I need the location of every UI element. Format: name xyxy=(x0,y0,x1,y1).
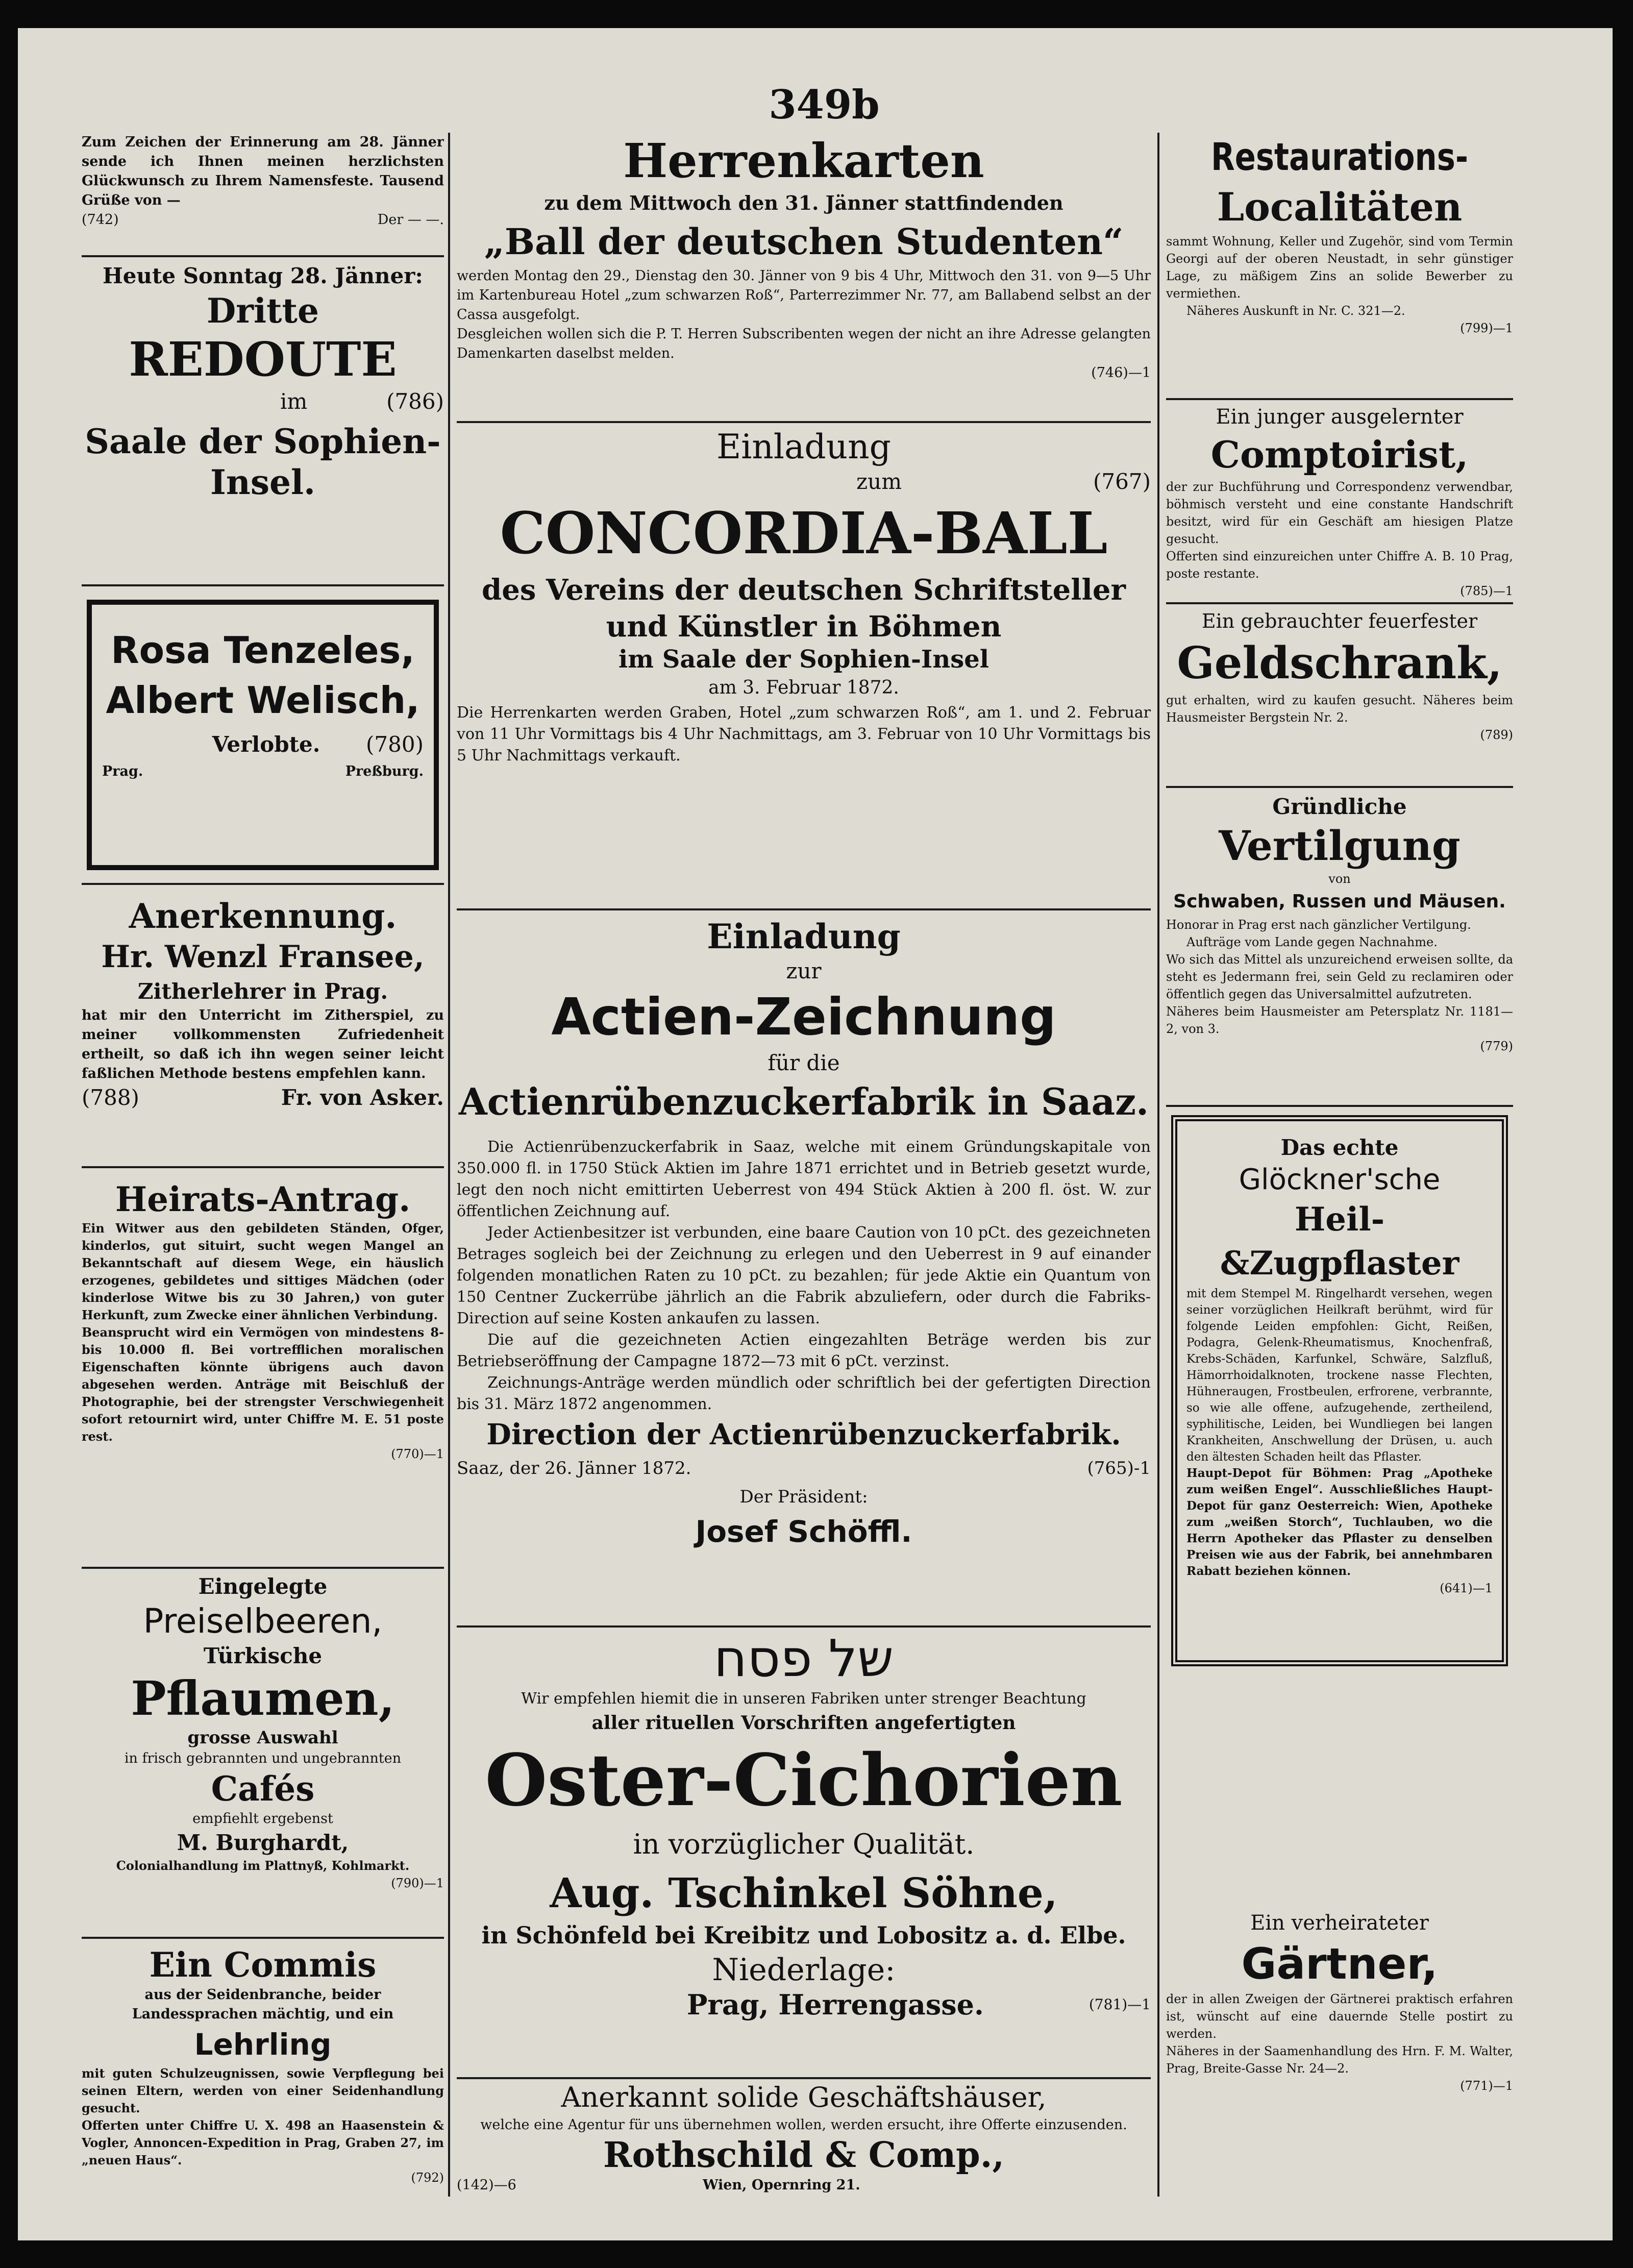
ad-address: Prag, Herrengasse. xyxy=(686,1988,984,2021)
ad-number: (789) xyxy=(1480,728,1513,742)
ad-text: für die xyxy=(768,1050,840,1075)
ad-text: Der Präsident: xyxy=(739,1487,868,1507)
ad-text: Offerten sind einzureichen unter Chiffre A. B. 10 Prag, poste restante. xyxy=(1166,549,1513,581)
ad-number: (792) xyxy=(411,2171,444,2185)
ad-title: Gärtner, xyxy=(1241,1939,1438,1989)
ad-headline: Anerkennung. xyxy=(129,896,397,936)
ad-text: Beansprucht wird ein Vermögen von mindestens 8- bis 10.000 fl. Bei vortrefflichen moralischen Eigenschaften könnte übrigens auch davon abgesehen werden. Anträge mit Beischluß der Photographie, bei der strengster Verschwiegenheit sofort retournirt wird, unter Chiffre M. E. 51 poste rest. xyxy=(82,1325,444,1444)
ad-engagement xyxy=(82,587,444,885)
ad-text: Wir empfehlen hiemit die in unseren Fabriken unter strenger Beachtung xyxy=(521,1690,1086,1708)
ad-number: (765)-1 xyxy=(1087,1458,1151,1478)
ad-signature: Fr. von Asker. xyxy=(281,1085,444,1110)
ad-number: (767) xyxy=(1093,469,1151,494)
ad-text: grosse Auswahl xyxy=(187,1728,338,1748)
ad-number: (790)—1 xyxy=(391,1876,444,1890)
ad-greeting xyxy=(82,133,444,257)
ad-text: Türkische xyxy=(203,1643,323,1668)
ad-number: (771)—1 xyxy=(1460,2079,1513,2093)
ad-title: Actien-Zeichnung xyxy=(551,987,1056,1047)
ad-text: aller rituellen Vorschriften angefertigten xyxy=(591,1712,1016,1734)
ad-text: Die Herrenkarten werden Graben, Hotel „zum schwarzen Roß“, am 1. und 2. Februar von 11 Uhr Vormittags bis 4 Uhr Nachmittags, am 3. Februar von 10 Uhr Vormittags bis 5 Uhr Nachmittags verkauft. xyxy=(457,704,1151,765)
ad-number: (142)—6 xyxy=(457,2177,516,2193)
ad-subtitle: im Saale der Sophien-Insel xyxy=(618,645,989,674)
ad-text: Näheres beim Hausmeister am Petersplatz Nr. 1181—2, von 3. xyxy=(1166,1004,1513,1036)
ad-title: Geldschrank, xyxy=(1177,637,1502,689)
ad-text: von xyxy=(1328,872,1351,886)
ad-subtitle: Schwaben, Russen und Mäusen. xyxy=(1173,891,1506,912)
ad-text: mit dem Stempel M. Ringelhardt versehen, wegen seiner vorzüglichen Heilkraft berühmt, wird für folgende Leiden empfohlen: Gicht, Reißen, Podagra, Gelenk-Rheumatismus, Knochenfraß, Krebs-Schäden, Karfunkel, Schwäre, Salzfluß, Hämorrhoidalknoten, trockene nasse Flechten, Hühneraugen, Frostbeulen, erfrorene, verbrannte, so wie alle offene, aufzugehende, zertheilend, syphilitische, Leiden, bei Wundliegen bei langen Krankheiten, Anschwellung der Drüsen, u. auch den ältesten Schaden heilt das Pflaster. xyxy=(1186,1287,1493,1464)
ad-title: Oster-Cichorien xyxy=(485,1739,1123,1822)
ad-text: Näheres in der Saamenhandlung des Hrn. F. M. Walter, Prag, Breite-Gasse Nr. 24—2. xyxy=(1166,2044,1513,2076)
ad-date: Saaz, der 26. Jänner 1872. xyxy=(457,1458,691,1478)
ad-title: Preiselbeeren, xyxy=(143,1601,383,1641)
ad-plaster xyxy=(1166,1115,1513,1671)
ad-text: Colonialhandlung im Plattnyß, Kohlmarkt. xyxy=(116,1858,410,1873)
ad-passover-chicory xyxy=(457,1628,1151,2079)
ad-restaurant xyxy=(1166,133,1513,400)
ad-headline: Ein verheirateter xyxy=(1250,1911,1429,1935)
ad-pest-control xyxy=(1166,788,1513,1107)
ad-text: zu dem Mittwoch den 31. Jänner stattfindenden xyxy=(544,191,1063,214)
ad-text: in Schönfeld bei Kreibitz und Lobositz a. d. Elbe. xyxy=(481,1921,1126,1949)
ad-text: am 3. Februar 1872. xyxy=(708,677,899,698)
ad-title: Cafés xyxy=(211,1769,315,1809)
ad-name: Rothschild & Comp., xyxy=(603,2135,1005,2176)
ad-text: aus der Seidenbranche, beider Landessprachen mächtig, und ein xyxy=(132,1987,394,2022)
ad-text: Näheres Auskunft in Nr. C. 321—2. xyxy=(1186,304,1405,318)
column-right xyxy=(1166,133,1513,2197)
ad-text: Haupt-Depot für Böhmen: Prag „Apotheke zum weißen Engel“. Ausschließliches Haupt-Depot für ganz Oesterreich: Wien, Apotheke zum „weißen Storch“, Tuchlauben, wo die Herrn Apotheker das Pflaster zu denselben Preisen wie aus der Fabrik, bei annehmbaren Rabatt beziehen können. xyxy=(1186,1466,1493,1578)
ad-name: M. Burghardt, xyxy=(177,1830,349,1855)
ad-text: zur xyxy=(786,958,822,983)
ad-acknowledgement xyxy=(82,885,444,1168)
ad-subtitle: des Vereins der deutschen Schriftsteller und Künstler in Böhmen xyxy=(482,573,1126,644)
ad-headline: Eingelegte xyxy=(198,1574,328,1599)
ad-marriage-proposal xyxy=(82,1169,444,1569)
ad-text: in vorzüglicher Qualität. xyxy=(633,1828,975,1860)
ad-text: Verlobte. xyxy=(212,732,320,757)
ad-text: welche eine Agentur für uns übernehmen wollen, werden ersucht, ihre Offerte einzusenden. xyxy=(480,2117,1127,2133)
ad-title: Pflaumen, xyxy=(131,1671,395,1726)
ad-number: (788) xyxy=(82,1085,139,1110)
column-rule xyxy=(448,133,450,2197)
ad-clerk xyxy=(1166,401,1513,604)
ad-headline: Restaurations- xyxy=(1210,135,1469,179)
ad-text: werden Montag den 29., Dienstag den 30. Jänner von 9 bis 4 Uhr, Mittwoch den 31. von 9—5 Uhr im Kartenbureau Hotel „zum schwarzen Roß“, Parterrezimmer Nr. 77, am Ballabend selbst an der Cassa ausgefolgt. xyxy=(457,268,1151,323)
ad-title: Heil-&Zugpflaster xyxy=(1220,1200,1459,1283)
ad-text: der in allen Zweigen der Gärtnerei praktisch erfahren ist, wünscht auf eine dauernde Stelle postirt zu werden. xyxy=(1166,1992,1513,2041)
ad-number: (780) xyxy=(366,732,424,757)
ad-text: Prag. xyxy=(102,763,143,779)
ad-share-subscription xyxy=(457,911,1151,1628)
ad-text: im xyxy=(280,389,308,414)
ad-commis xyxy=(82,1939,444,2197)
ad-headline: Dritte xyxy=(206,291,319,331)
ad-redoute xyxy=(82,258,444,586)
ad-text: Preßburg. xyxy=(345,763,424,779)
ad-address: Wien, Opernring 21. xyxy=(703,2177,860,2193)
ad-headline: Heirats-Antrag. xyxy=(115,1179,411,1219)
ad-number: (641)—1 xyxy=(1440,1581,1493,1595)
column-center xyxy=(457,133,1151,2197)
ad-text: Zeichnungs-Anträge werden mündlich oder schriftlich bei der gefertigten Direction bis 31. März 1872 angenommen. xyxy=(457,1374,1151,1413)
ad-number: (781)—1 xyxy=(1088,1996,1151,2013)
ad-title: CONCORDIA-BALL xyxy=(500,500,1108,567)
ad-text: Wo sich das Mittel als unzureichend erweisen sollte, da steht es Jedermann frei, sein Geld zu reclamiren oder öffentlich gegen das Universalmittel aufzutreten. xyxy=(1166,952,1513,1001)
ad-agency xyxy=(457,2080,1151,2197)
ad-name: Aug. Tschinkel Söhne, xyxy=(550,1869,1058,1917)
ad-title: Lehrling xyxy=(194,2027,332,2062)
ad-text: Aufträge vom Lande gegen Nachnahme. xyxy=(1186,935,1438,949)
ad-title: „Ball der deutschen Studenten“ xyxy=(484,220,1124,263)
ad-title: Glöckner'sche xyxy=(1239,1163,1441,1196)
ad-text: empfiehlt ergebenst xyxy=(192,1811,333,1827)
ad-gardener xyxy=(1166,1694,1513,2197)
ad-text: Desgleichen wollen sich die P. T. Herren Subscribenten wegen der nicht an ihre Adresse gelangten Damenkarten daselbst melden. xyxy=(457,326,1151,361)
ad-text: zum xyxy=(856,469,902,494)
ad-name: Rosa Tenzeles, xyxy=(111,629,415,672)
ad-hebrew-title: של פסח xyxy=(713,1629,894,1688)
ad-title: Hr. Wenzl Fransee, xyxy=(101,939,425,975)
ad-title: REDOUTE xyxy=(129,332,397,387)
ad-name: Albert Welisch, xyxy=(106,679,420,722)
ad-number: (785)—1 xyxy=(1460,584,1513,598)
ad-number: (746)—1 xyxy=(1091,365,1151,381)
ad-text: sammt Wohnung, Keller und Zugehör, sind vom Termin Georgi auf der oberen Neustadt, in sehr günstiger Lage, zu mäßigem Zins an solide Bewerber zu vermiethen. xyxy=(1166,234,1513,301)
ad-signature: Der — —. xyxy=(377,212,444,228)
ad-headline: Ein Commis xyxy=(149,1945,377,1985)
ad-subtitle: Saale der Sophien-Insel. xyxy=(85,422,441,502)
ad-text: hat mir den Unterricht im Zitherspiel, zu meiner vollkommensten Zufriedenheit ertheilt, so daß ich ihn wegen seiner leicht faßlichen Methode bestens empfehlen kann. xyxy=(82,1007,444,1081)
ad-text: Zum Zeichen der Erinnerung am 28. Jänner sende ich Ihnen meinen herzlichsten Glückwunsch zu Ihrem Namensfeste. Tausend Grüße von — xyxy=(82,134,444,208)
ad-headline: Ein gebrauchter feuerfester xyxy=(1201,610,1478,632)
ad-student-ball xyxy=(457,133,1151,423)
column-left xyxy=(82,133,444,2197)
ad-text: gut erhalten, wird zu kaufen gesucht. Näheres beim Hausmeister Bergstein Nr. 2. xyxy=(1166,693,1513,725)
ad-title: Localitäten xyxy=(1217,184,1463,230)
ad-text: Die auf die gezeichneten Actien eingezahlten Beträge werden bis zur Betriebseröffnung der Campagne 1872—73 mit 6 pCt. verzinst. xyxy=(457,1331,1151,1370)
ad-concordia-ball xyxy=(457,424,1151,910)
ad-subtitle: Zitherlehrer in Prag. xyxy=(137,979,388,1004)
ad-text: Ein Witwer aus den gebildeten Ständen, Ofger, kinderlos, gut situirt, sucht wegen Mangel an Bekanntschaft auf diesem Wege, ein häuslich erzogenes, gebildetes und sittiges Mädchen (oder kinderlose Witwe bis zu 30 Jahren,) von guter Herkunft, zum Zwecke einer ähnlichen Verbindung. xyxy=(82,1221,444,1322)
ad-text: Niederlage: xyxy=(712,1952,896,1988)
ad-grocery xyxy=(82,1569,444,1939)
ad-safe xyxy=(1166,605,1513,788)
ad-number: (779) xyxy=(1480,1039,1513,1053)
ad-headline: Gründliche xyxy=(1272,794,1407,819)
ad-text: mit guten Schulzeugnissen, sowie Verpflegung bei seinen Eltern, werden von einer Seidenhandlung gesucht. xyxy=(82,2066,444,2115)
ad-headline: Heute Sonntag 28. Jänner: xyxy=(103,263,423,288)
ad-headline: Einladung xyxy=(707,917,901,956)
ad-subtitle: Actienrübenzuckerfabrik in Saaz. xyxy=(458,1080,1149,1123)
ad-text: in frisch gebrannten und ungebrannten xyxy=(124,1751,402,1766)
ad-title: Comptoirist, xyxy=(1210,433,1469,476)
ad-number: (786) xyxy=(386,389,444,414)
page-number: 349b xyxy=(769,82,880,128)
ad-number: (770)—1 xyxy=(391,1447,444,1461)
ad-headline: Das echte xyxy=(1280,1135,1399,1160)
ad-text: Jeder Actienbesitzer ist verbunden, eine baare Caution von 10 pCt. des gezeichneten Betrages sogleich bei der Zeichnung zu erlegen und den Ueberrest in 9 auf einander folgenden monatlichen Raten zu 10 pCt. zu bezahlen; für jede Aktie ein Quantum von 150 Centner Zuckerrübe jährlich an die Fabrik abzuliefern, oder durch die Fabriks-Direction auf seine Kosten ankaufen zu lassen. xyxy=(457,1224,1151,1327)
ad-text: Offerten unter Chiffre U. X. 498 an Haasenstein & Vogler, Annoncen-Expedition in Prag, Graben 27, im „neuen Haus“. xyxy=(82,2118,444,2167)
ad-headline: Anerkannt solide Geschäftshäuser, xyxy=(561,2081,1047,2113)
ad-headline: Einladung xyxy=(716,427,891,466)
ad-signature: Direction der Actienrübenzuckerfabrik. xyxy=(486,1418,1121,1451)
ad-number: (742) xyxy=(82,212,119,228)
column-rule xyxy=(1157,133,1159,2197)
ad-headline: Ein junger ausgelernter xyxy=(1216,405,1464,429)
ad-number: (799)—1 xyxy=(1460,321,1513,335)
ad-text: Honorar in Prag erst nach gänzlicher Vertilgung. xyxy=(1166,918,1471,932)
ad-title: Vertilgung xyxy=(1219,822,1461,870)
ad-text: Die Actienrübenzuckerfabrik in Saaz, welche mit einem Gründungskapitale von 350.000 fl. in 1750 Stück Aktien im Jahre 1871 errichtet und in Betrieb gesetzt wurde, legt den noch nicht emittirten Ueberrest von 494 Stück Aktien à 200 fl. öst. W. zur öffentlichen Zeichnung auf. xyxy=(457,1138,1151,1220)
ad-headline: Herrenkarten xyxy=(623,133,984,188)
ad-text: der zur Buchführung und Correspondenz verwendbar, böhmisch versteht und eine constante Handschrift besitzt, wird für ein Geschäft am hiesigen Platze gesucht. xyxy=(1166,480,1513,546)
ad-signature: Josef Schöffl. xyxy=(695,1514,912,1549)
